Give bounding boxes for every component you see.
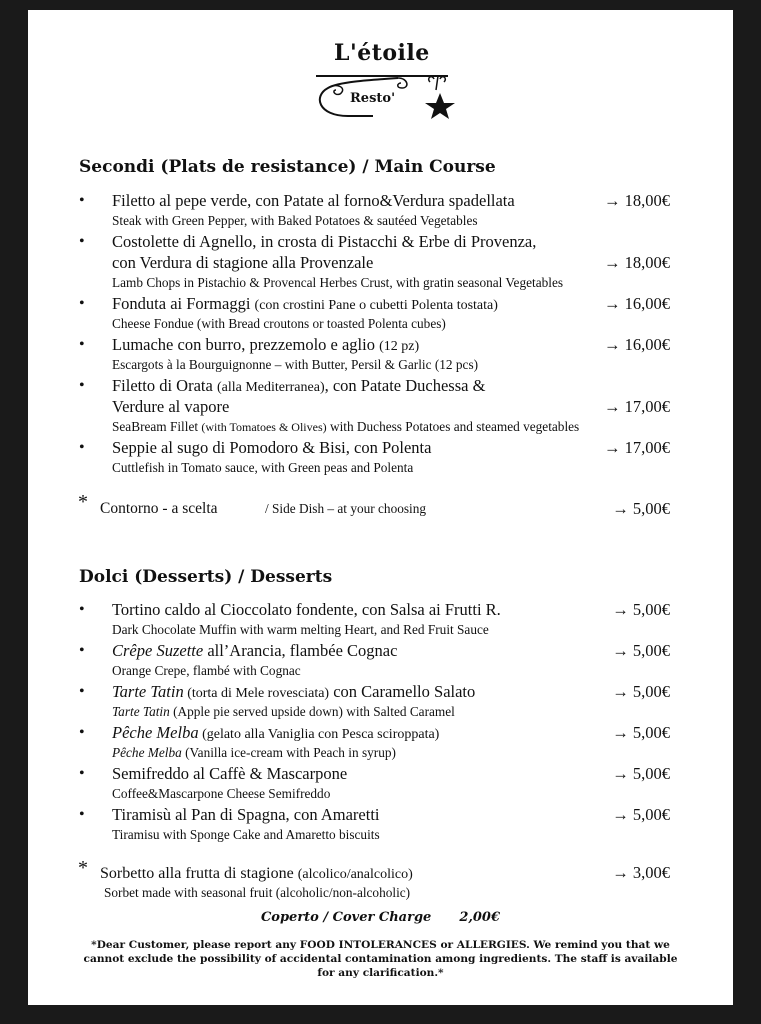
item-price: → 5,00€	[612, 641, 670, 660]
restaurant-logo	[298, 38, 468, 128]
menu-item	[28, 804, 733, 845]
bullet-icon: •	[79, 765, 85, 782]
item-price: → 16,00€	[604, 294, 670, 313]
item-description-text: Steak with Green Pepper, with Baked Potatoes & sautéed Vegetables	[112, 213, 478, 228]
bullet-icon: •	[79, 683, 85, 700]
desserts-list	[28, 599, 733, 845]
item-description-text: Pêche Melba	[112, 745, 182, 760]
menu-item-description	[28, 743, 733, 763]
menu-item	[28, 722, 733, 763]
item-name-text: (con crostini Pane o cubetti Polenta tostata)	[254, 298, 498, 313]
side-dish-label: Contorno - a scelta	[100, 500, 218, 517]
cover-charge	[28, 910, 733, 925]
allergy-notice: *Dear Customer, please report any FOOD INTOLERANCES or ALLERGIES. We remind you that we cannot exclude the possibility of accidental contamination among ingredients. The staff is available for any clarification.*	[83, 939, 678, 979]
section-heading-main-course: Secondi (Plats de resistance) / Main Course	[79, 157, 496, 177]
bullet-icon: •	[79, 601, 85, 618]
item-name-text: Verdure al vapore	[112, 397, 230, 416]
menu-item-description	[28, 661, 733, 681]
item-name-text: (alla Mediterranea)	[216, 380, 325, 395]
menu-item	[28, 763, 733, 804]
item-name-text: Filetto al pepe verde, con Patate al forno&Verdura spadellata	[112, 191, 515, 210]
item-price: → 18,00€	[604, 253, 670, 272]
bullet-icon: •	[79, 642, 85, 659]
item-description-text: Cuttlefish in Tomato sauce, with Green peas and Polenta	[112, 460, 414, 475]
item-name-text: all’Arancia, flambée Cognac	[203, 641, 398, 660]
bullet-icon: •	[79, 724, 85, 741]
asterisk-mark: *	[78, 857, 88, 879]
item-name-text: Semifreddo al Caffè & Mascarpone	[112, 764, 348, 783]
item-price: → 5,00€	[612, 600, 670, 619]
item-description-text: Dark Chocolate Muffin with warm melting Heart, and Red Fruit Sauce	[112, 622, 489, 637]
item-description-text: with Duchess Potatoes and steamed vegetables	[326, 419, 580, 434]
sorbet-label-note: (alcolico/analcolico)	[297, 867, 413, 882]
bullet-icon: •	[79, 806, 85, 823]
main-course-list	[28, 190, 733, 478]
menu-item-description	[28, 314, 733, 334]
item-price: → 5,00€	[612, 723, 670, 742]
side-dish-price: → 5,00€	[612, 499, 670, 518]
logo-title: L'étoile	[334, 40, 430, 66]
item-description-text: Tiramisu with Sponge Cake and Amaretto biscuits	[112, 827, 380, 842]
menu-item-name	[28, 804, 733, 825]
item-price: → 17,00€	[604, 438, 670, 457]
section-heading-desserts: Dolci (Desserts) / Desserts	[79, 567, 333, 587]
item-name-text: (gelato alla Vaniglia con Pesca sciroppata)	[198, 727, 440, 742]
menu-item-name	[28, 334, 733, 355]
item-name-text: Tarte Tatin	[112, 682, 184, 701]
menu-item-name	[28, 231, 733, 252]
item-price: → 5,00€	[612, 682, 670, 701]
menu-item-description	[28, 417, 733, 437]
item-description-text: Escargots à la Bourguignonne – with Butter, Persil & Garlic (12 pcs)	[112, 357, 479, 372]
side-dish-note: / Side Dish – at your choosing	[265, 501, 427, 516]
item-name-text: , con Patate Duchessa &	[324, 376, 486, 395]
asterisk-mark: *	[78, 491, 88, 513]
item-name-text: Tortino caldo al Cioccolato fondente, con Salsa ai Frutti R.	[112, 600, 501, 619]
menu-item-name	[28, 375, 733, 396]
menu-item	[28, 334, 733, 375]
item-price: → 16,00€	[604, 335, 670, 354]
menu-item	[28, 681, 733, 722]
menu-page	[28, 10, 733, 1005]
item-description-text: Tarte Tatin	[112, 704, 170, 719]
bullet-icon: •	[79, 336, 85, 353]
menu-item-description	[28, 620, 733, 640]
cover-charge-label: Coperto / Cover Charge	[260, 910, 432, 925]
menu-item-name	[28, 681, 733, 702]
menu-item-name	[28, 640, 733, 661]
bullet-icon: •	[79, 192, 85, 209]
item-name-text: Fonduta ai Formaggi	[112, 294, 255, 313]
menu-item-description	[28, 825, 733, 845]
menu-item	[28, 640, 733, 681]
item-name-text: (12 pz)	[379, 339, 420, 354]
menu-item	[28, 231, 733, 293]
item-name-text: Filetto di Orata	[112, 376, 217, 395]
sorbet-description: Sorbet made with seasonal fruit (alcoholic/non-alcoholic)	[104, 885, 411, 900]
item-description-text: Cheese Fondue (with Bread croutons or toasted Polenta cubes)	[112, 316, 446, 331]
menu-item	[28, 437, 733, 478]
cover-charge-price: 2,00€	[459, 910, 501, 925]
item-name-text: con Caramello Salato	[329, 682, 476, 701]
menu-item-description	[28, 273, 733, 293]
menu-item-name	[28, 190, 733, 211]
menu-item-description	[28, 784, 733, 804]
item-name-text: Costolette di Agnello, in crosta di Pistacchi & Erbe di Provenza,	[112, 232, 537, 251]
menu-item-description	[28, 211, 733, 231]
logo-subtitle: Resto'	[350, 91, 396, 106]
item-name-text: Seppie al sugo di Pomodoro & Bisi, con Polenta	[112, 438, 432, 457]
item-name-text: con Verdura di stagione alla Provenzale	[112, 253, 374, 272]
menu-item	[28, 599, 733, 640]
menu-item-description	[28, 702, 733, 722]
item-description-text: (with Tomatoes & Olives)	[201, 420, 327, 434]
item-name-text: Crêpe Suzette	[112, 641, 204, 660]
menu-item	[28, 293, 733, 334]
bullet-icon: •	[79, 439, 85, 456]
menu-item-description	[28, 458, 733, 478]
item-price: → 5,00€	[612, 764, 670, 783]
menu-item-name	[28, 293, 733, 314]
item-name-text: Tiramisù al Pan di Spagna, con Amaretti	[112, 805, 380, 824]
item-description-text: SeaBream Fillet	[112, 419, 202, 434]
menu-item-name	[28, 763, 733, 784]
menu-item	[28, 375, 733, 437]
menu-item	[28, 190, 733, 231]
item-description-text: (Vanilla ice-cream with Peach in syrup)	[181, 745, 396, 760]
item-name-text: (torta di Mele rovesciata)	[183, 686, 330, 701]
menu-item-name	[28, 396, 733, 417]
menu-item-name	[28, 722, 733, 743]
item-description-text: Orange Crepe, flambé with Cognac	[112, 663, 301, 678]
bullet-icon: •	[79, 377, 85, 394]
bullet-icon: •	[79, 295, 85, 312]
item-description-text: (Apple pie served upside down) with Salted Caramel	[169, 704, 455, 719]
item-name-text: Lumache con burro, prezzemolo e aglio	[112, 335, 380, 354]
menu-item-name	[28, 599, 733, 620]
item-name-text: Pêche Melba	[112, 723, 199, 742]
item-price: → 5,00€	[612, 805, 670, 824]
item-description-text: Coffee&Mascarpone Cheese Semifreddo	[112, 786, 331, 801]
sorbet-row	[28, 857, 733, 902]
sorbet-label: Sorbetto alla frutta di stagione	[100, 865, 298, 882]
menu-item-name	[28, 252, 733, 273]
side-dish-row	[28, 491, 733, 519]
menu-item-name	[28, 437, 733, 458]
item-price: → 18,00€	[604, 191, 670, 210]
sorbet-price: → 3,00€	[612, 863, 670, 882]
item-description-text: Lamb Chops in Pistachio & Provencal Herbes Crust, with gratin seasonal Vegetables	[112, 275, 564, 290]
bullet-icon: •	[79, 233, 85, 250]
item-price: → 17,00€	[604, 397, 670, 416]
menu-item-description	[28, 355, 733, 375]
